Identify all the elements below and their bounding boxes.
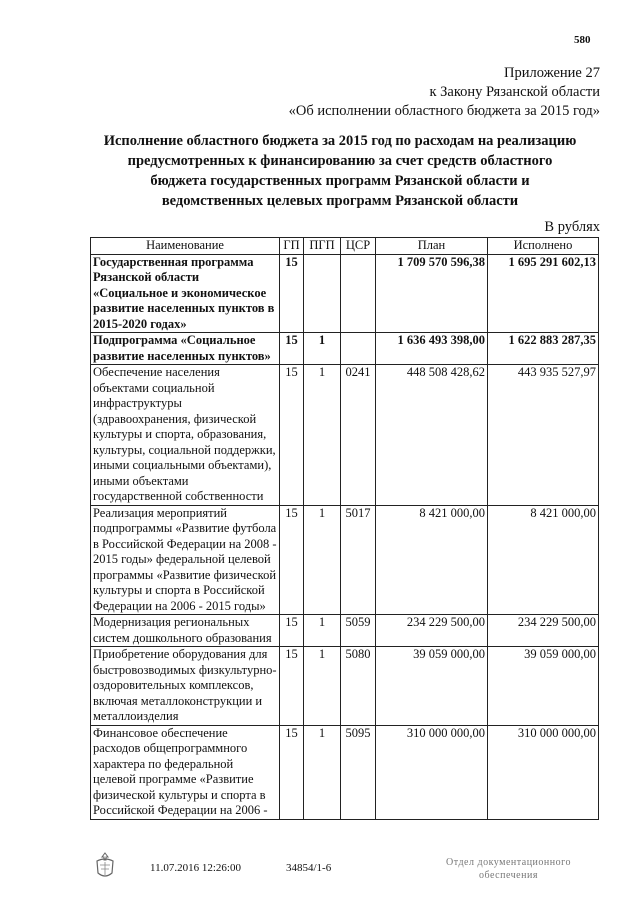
cell-gp: 15 — [280, 333, 304, 365]
cell-done: 39 059 000,00 — [488, 647, 599, 726]
cell-csr — [341, 333, 376, 365]
header-pgp: ПГП — [304, 238, 341, 255]
cell-name: Модернизация региональных систем дошкольного образования — [91, 615, 280, 647]
budget-table — [90, 237, 599, 820]
table-row — [91, 254, 599, 333]
cell-csr: 5095 — [341, 725, 376, 819]
cell-pgp: 1 — [304, 725, 341, 819]
title-line: бюджета государственных программ Рязанской области и — [150, 173, 530, 189]
cell-csr: 5080 — [341, 647, 376, 726]
cell-name: Обеспечение населения объектами социальной инфраструктуры (здравоохранения, физической культуры и спорта, образования, культуры, социальной поддержки, иными социальными объектами), иными объектами государственной собственности — [91, 365, 280, 506]
cell-pgp: 1 — [304, 365, 341, 506]
cell-name: Государственная программа Рязанской области «Социальное и экономическое развитие населенных пунктов в 2015-2020 годах» — [91, 254, 280, 333]
cell-gp: 15 — [280, 505, 304, 615]
appendix-law-title: «Об исполнении областного бюджета за 2015 год» — [288, 103, 600, 119]
cell-csr: 0241 — [341, 365, 376, 506]
cell-name: Финансовое обеспечение расходов общепрограммного характера по федеральной целевой программе «Развитие физической культуры и спорта в Российской Федерации на 2006 - — [91, 725, 280, 819]
table-header-row — [91, 238, 599, 255]
cell-done: 8 421 000,00 — [488, 505, 599, 615]
cell-csr: 5059 — [341, 615, 376, 647]
cell-pgp: 1 — [304, 615, 341, 647]
cell-gp: 15 — [280, 365, 304, 506]
cell-gp: 15 — [280, 254, 304, 333]
stamp-line: обеспечения — [479, 870, 538, 881]
cell-pgp: 1 — [304, 647, 341, 726]
cell-done: 310 000 000,00 — [488, 725, 599, 819]
table-row — [91, 333, 599, 365]
footer-date: 11.07.2016 12:26:00 — [150, 862, 241, 874]
cell-pgp: 1 — [304, 333, 341, 365]
cell-csr: 5017 — [341, 505, 376, 615]
cell-gp: 15 — [280, 615, 304, 647]
cell-name: Реализация мероприятий подпрограммы «Развитие футбола в Российской Федерации на 2008 - 2015 годы» федеральной целевой программы «Развитие физической культуры и спорта в Российской Федерации на 2006 - 2015 годы» — [91, 505, 280, 615]
header-name: Наименование — [91, 238, 280, 255]
cell-done: 1 695 291 602,13 — [488, 254, 599, 333]
footer-code: 34854/1-6 — [286, 862, 332, 874]
title-line: Исполнение областного бюджета за 2015 год по расходам на реализацию — [103, 133, 577, 149]
cell-plan: 39 059 000,00 — [376, 647, 488, 726]
cell-plan: 448 508 428,62 — [376, 365, 488, 506]
cell-plan: 8 421 000,00 — [376, 505, 488, 615]
header-gp: ГП — [280, 238, 304, 255]
cell-gp: 15 — [280, 647, 304, 726]
emblem-icon — [92, 851, 118, 881]
cell-name: Приобретение оборудования для быстровозводимых физкультурно-оздоровительных комплексов, включая металлоконструкции и металлоизделия — [91, 647, 280, 726]
header-done: Исполнено — [488, 238, 599, 255]
appendix-law-line: к Закону Рязанской области — [429, 84, 600, 100]
title-line: предусмотренных к финансированию за счет средств областного — [127, 153, 553, 169]
table-row — [91, 365, 599, 506]
header-csr: ЦСР — [341, 238, 376, 255]
table-row — [91, 615, 599, 647]
cell-gp: 15 — [280, 725, 304, 819]
table-row — [91, 505, 599, 615]
cell-csr — [341, 254, 376, 333]
cell-plan: 1 709 570 596,38 — [376, 254, 488, 333]
appendix-line: Приложение 27 — [504, 65, 600, 81]
units-label: В рублях — [544, 219, 600, 235]
cell-pgp — [304, 254, 341, 333]
cell-done: 1 622 883 287,35 — [488, 333, 599, 365]
cell-plan: 1 636 493 398,00 — [376, 333, 488, 365]
cell-name: Подпрограмма «Социальное развитие населенных пунктов» — [91, 333, 280, 365]
stamp-line: Отдел документационного — [446, 857, 571, 868]
cell-done: 234 229 500,00 — [488, 615, 599, 647]
footer-stamp — [446, 856, 571, 882]
cell-done: 443 935 527,97 — [488, 365, 599, 506]
cell-plan: 310 000 000,00 — [376, 725, 488, 819]
title-line: ведомственных целевых программ Рязанской области — [161, 193, 519, 209]
table-body — [91, 254, 599, 819]
cell-plan: 234 229 500,00 — [376, 615, 488, 647]
cell-pgp: 1 — [304, 505, 341, 615]
page-number: 580 — [574, 34, 591, 46]
table-row — [91, 725, 599, 819]
table-row — [91, 647, 599, 726]
header-plan: План — [376, 238, 488, 255]
